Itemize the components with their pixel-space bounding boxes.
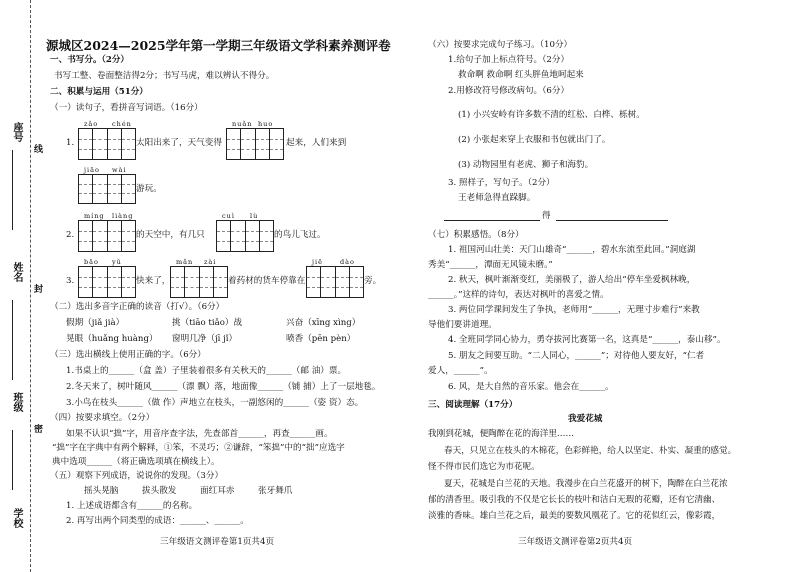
writing-grid[interactable] xyxy=(78,128,136,160)
seal-mark-seal: 封 xyxy=(34,285,44,295)
q6-2-sentence: (1) 小兴安岭有许多数不清的红松、白桦、栎树。 xyxy=(458,110,645,120)
school-label: 学校 xyxy=(11,508,22,528)
pinyin: wài xyxy=(112,166,127,174)
section1-heading: 一、书写分。（2分） xyxy=(50,55,130,65)
sentence-text: 太阳出来了，天气变得 xyxy=(136,138,222,148)
q7-line: 1. 祖国河山壮美：天门山雄奇“______，碧水东流至此回。”洞庭湖 xyxy=(448,245,696,255)
idiom: 张牙舞爪 xyxy=(258,486,293,496)
q6-3-example: 王老师急得直跺脚。 xyxy=(458,193,536,203)
reading-para: 怪不得市民们选它为市花呢。 xyxy=(428,462,540,472)
sentence-text: 着药材的货车停靠在 xyxy=(228,276,306,286)
writing-grid[interactable] xyxy=(226,128,284,160)
pinyin: zài xyxy=(204,258,217,266)
sentence-number: 2. xyxy=(66,230,75,240)
idiom: 摇头晃脑 xyxy=(84,486,119,496)
q7-line: ______。”这样的诗句，表达对枫叶的喜爱之情。 xyxy=(428,290,609,300)
writing-grid[interactable] xyxy=(216,220,274,252)
pinyin: zǎo xyxy=(84,120,99,128)
q6-2-sentence: (3) 动物园里有老虎、狮子和海豹。 xyxy=(458,160,594,170)
q2-heading: （二）选出多音字正确的读音（打√）。（6分） xyxy=(50,302,225,312)
pinyin: huo xyxy=(258,120,274,128)
answer-line[interactable] xyxy=(444,220,540,221)
idiom: 拔头散发 xyxy=(142,486,177,496)
pinyin: yǔ xyxy=(112,258,122,266)
q3-line: 2.冬天来了，树叶随风______（漂 飘）落，地面像______（铺 捕）上了一层地毯。 xyxy=(66,382,381,392)
sentence-text: 快来了， xyxy=(136,276,171,286)
q4-line: 典中选项______（将正确选项填在横线上）。 xyxy=(52,457,220,467)
pinyin: míng xyxy=(84,212,105,220)
q6-1-sentence: 救命啊 救命啊 红头胖鱼地呵起来 xyxy=(458,70,584,80)
name-label: 姓名 xyxy=(11,262,22,282)
writing-grid[interactable] xyxy=(78,174,136,204)
q4-line: 如果不认识“拙”字，用音序查字法，先查部首______，再查______画。 xyxy=(66,429,333,439)
section3-heading: 三、阅读理解（17分） xyxy=(428,400,518,410)
q7-line: 秀美“______，潭面无风镜未磨。” xyxy=(428,260,553,270)
q7-line: 爱人，______”。 xyxy=(428,366,493,376)
pinyin: jiē xyxy=(312,258,323,266)
q5-line: 2. 再写出两个同类型的成语：______、______。 xyxy=(66,516,249,526)
pinyin: lù xyxy=(250,212,259,220)
section1-desc: 书写工整、卷面整洁得2分；书写马虎，难以辨认不得分。 xyxy=(54,71,275,81)
writing-grid[interactable] xyxy=(170,266,228,298)
sentence-number: 1. xyxy=(66,138,75,148)
q6-heading: （六）按要求完成句子练习。（10分） xyxy=(428,40,573,50)
writing-grid[interactable] xyxy=(78,266,136,298)
q6-2-sentence: (2) 小张起来穿上衣服和书包就出门了。 xyxy=(458,135,611,145)
q3-line: 1.书桌上的______（盒 盖）子里装着很多有关秋天的______（邮 油）票。 xyxy=(66,366,347,376)
reading-para: 我刚到花城，便陶醉在花的海洋里…… xyxy=(428,429,575,439)
page-footer-right: 三年级语文测评卷第2页共4页 xyxy=(518,537,633,547)
q5-line: 1. 上述成语都含有______的名称。 xyxy=(66,501,198,511)
seal-mark-line: 线 xyxy=(34,145,44,155)
q7-heading: （七）积累感悟。（8分） xyxy=(428,230,524,240)
name-line xyxy=(12,300,13,380)
pinyin: cuì xyxy=(222,212,235,220)
sentence-text: 的鸟儿飞过。 xyxy=(274,230,326,240)
polyphone-item[interactable]: 晃眼（huǎng huàng） xyxy=(66,334,158,344)
q6-3-de: 得 xyxy=(542,211,551,221)
q6-3: 3. 照样子，写句子。（2分） xyxy=(448,178,555,188)
sentence-text: 旁。 xyxy=(364,276,382,286)
q7-line: 2. 秋天，枫叶渐渐变红，美丽极了，游人给出“停车坐爱枫林晚， xyxy=(448,275,696,285)
class-line xyxy=(12,430,13,490)
answer-line[interactable] xyxy=(556,220,668,221)
seat-label: 座号 xyxy=(11,122,22,142)
sentence-text: 的天空中，有几只 xyxy=(136,230,205,240)
pinyin: mǎn xyxy=(176,258,194,266)
pinyin: nuǎn xyxy=(232,120,253,128)
class-label: 班级 xyxy=(11,392,22,412)
q7-line: 6. 风，是大自然的音乐家。他会在______。 xyxy=(448,382,614,392)
polyphone-item[interactable]: 挑（tiāo tiǎo）战 xyxy=(172,318,243,328)
seal-mark-secret: 密 xyxy=(34,425,44,435)
reading-para: 淡雅的香味。雄白兰花之后，最美的要数风凰花了。它的花似红云，像彩霞， xyxy=(428,511,721,521)
q4-heading: （四）按要求填空。（2分） xyxy=(50,413,155,423)
q7-line: 3. 两位同学课间发生了争执，老师用“______，无理寸步难行”来教 xyxy=(448,305,700,315)
sentence-number: 3. xyxy=(66,276,75,286)
q3-heading: （三）选出横线上使用正确的字。（6分） xyxy=(50,350,206,360)
sentence-text: 游玩。 xyxy=(136,184,162,194)
q6-2: 2.用修改符号修改病句。（6分） xyxy=(448,86,570,96)
sentence-text: 起来，人们来到 xyxy=(286,138,347,148)
polyphone-item[interactable]: 喷香（pēn pèn） xyxy=(286,334,356,344)
q7-line: 导他们要讲道理。 xyxy=(428,320,497,330)
q7-line: 5. 朋友之间要互助。“二人同心，______”；对待他人要友好，“仁者 xyxy=(448,351,705,361)
reading-para: 郁的清香里。吸引我的不仅是它长长的枝叶和洁白无瑕的花瓣，还有它清幽、 xyxy=(428,495,721,505)
q6-1: 1.给句子加上标点符号。（2分） xyxy=(448,55,570,65)
reading-para: 夏天，花城是白兰花的天地。我漫步在白兰花盛开的树下，陶醉在白兰花浓 xyxy=(444,479,728,489)
writing-grid[interactable] xyxy=(306,266,364,298)
q7-line: 4. 全班同学同心协力，勇夺拔河比赛第一名，这真是“______，泰山移”。 xyxy=(448,335,726,345)
q3-line: 3.小鸟在枝头______（做 作）声地立在枝头，一副悠闲的______（姿 资）态。 xyxy=(66,398,364,408)
section2-heading: 二、积累与运用（51分） xyxy=(50,87,148,97)
pinyin: jiāo xyxy=(84,166,100,174)
polyphone-item[interactable]: 假期（jiǎ jià） xyxy=(66,318,125,328)
binding-dashed-line xyxy=(30,0,31,572)
reading-para: 春天，只见立在枝头的木棉花，色彩鲜艳，给人以坚定、朴实、凝重的感觉。 xyxy=(444,446,737,456)
pinyin: dào xyxy=(340,258,355,266)
q1-heading: （一）读句子，看拼音写词语。（16分） xyxy=(50,103,203,113)
exam-title: 源城区2024—2025学年第一学期三年级语文学科素养测评卷 xyxy=(46,38,391,53)
writing-grid[interactable] xyxy=(78,220,136,252)
q4-line: “拙”字在字典中有两个解释，①笨，不灵巧；②谦辞，“笨拙”中的“拙”应选字 xyxy=(52,443,345,453)
polyphone-item[interactable]: 窗明几净（jī jǐ） xyxy=(172,334,238,344)
q5-heading: （五）观察下列成语，说说你的发现。（3分） xyxy=(50,471,224,481)
pinyin: liàng xyxy=(112,212,134,220)
page-footer-left: 三年级语文测评卷第1页共4页 xyxy=(160,537,275,547)
pinyin: chén xyxy=(112,120,132,128)
idiom: 面红耳赤 xyxy=(200,486,235,496)
polyphone-item[interactable]: 兴奋（xīng xìng） xyxy=(286,318,361,328)
pinyin: bāo xyxy=(84,258,99,266)
seat-line xyxy=(12,150,13,230)
reading-title: 我爱花城 xyxy=(568,414,603,424)
